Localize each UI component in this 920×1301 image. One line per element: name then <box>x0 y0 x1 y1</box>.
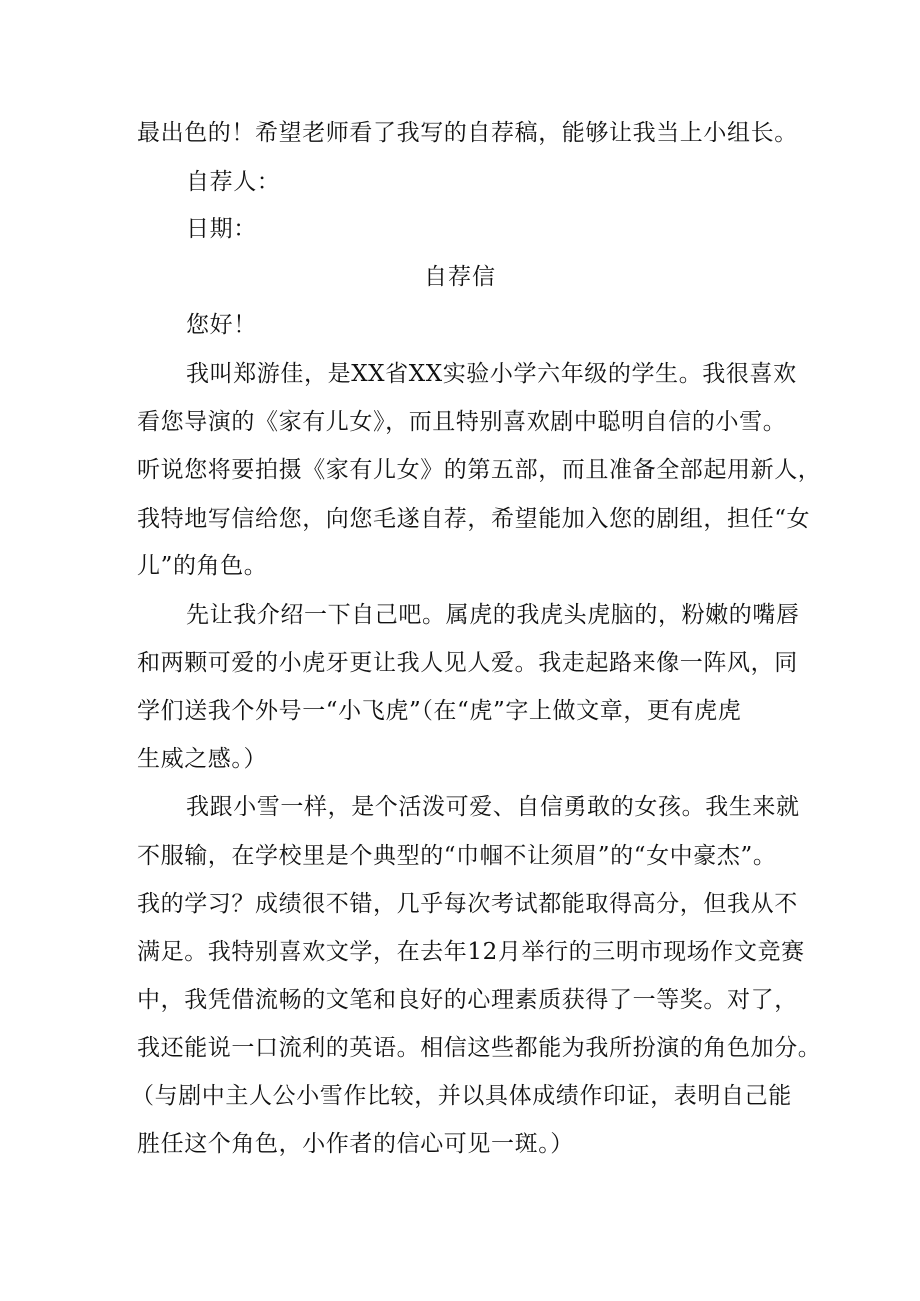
text-line: 最出色的！希望老师看了我写的自荐稿，能够让我当上小组长。 <box>137 120 798 146</box>
text-line: 我还能说一口流利的英语。相信这些都能为我所扮演的角色加分。 <box>137 1035 822 1061</box>
greeting: 您好！ <box>186 312 257 338</box>
text-line: 不服输，在学校里是个典型的“巾帼不让须眉”的“女中豪杰”。 <box>137 843 777 869</box>
text-line: 胜任这个角色，小作者的信心可见一斑。） <box>137 1131 574 1157</box>
text-line: 我叫郑游佳，是XX省XX实验小学六年级的学生。我很喜欢 <box>186 361 797 387</box>
letter-title: 自荐信 <box>424 264 496 290</box>
date-label: 日期： <box>186 216 257 242</box>
text-line: 我特地写信给您，向您毛遂自荐，希望能加入您的剧组，担任“女 <box>137 506 811 532</box>
text-line: （与剧中主人公小雪作比较，并以具体成绩作印证，表明自己能 <box>131 1083 792 1109</box>
text-line: 中，我凭借流畅的文笔和良好的心理素质获得了一等奖。对了， <box>137 987 798 1013</box>
text-line: 先让我介绍一下自己吧。属虎的我虎头虎脑的，粉嫩的嘴唇 <box>186 602 800 628</box>
text-line: 儿”的角色。 <box>137 553 268 579</box>
text-line: 和两颗可爱的小虎牙更让我人见人爱。我走起路来像一阵风，同 <box>137 650 798 676</box>
text-line: 生威之感。） <box>137 746 268 772</box>
text-line: 听说您将要拍摄《家有儿女》的第五部，而且准备全部起用新人， <box>137 457 822 483</box>
text-line: 学们送我个外号一“小飞虎”（在“虎”字上做文章，更有虎虎 <box>137 698 742 724</box>
text-line: 我的学习？成绩很不错，几乎每次考试都能取得高分，但我从不 <box>137 891 798 917</box>
text-line: 满足。我特别喜欢文学，在去年12月举行的三明市现场作文竞赛 <box>137 939 805 965</box>
text-line: 我跟小雪一样，是个活泼可爱、自信勇敢的女孩。我生来就 <box>186 794 800 820</box>
signature-label: 自荐人： <box>186 169 281 195</box>
text-line: 看您导演的《家有儿女》，而且特别喜欢剧中聪明自信的小雪。 <box>137 409 787 435</box>
